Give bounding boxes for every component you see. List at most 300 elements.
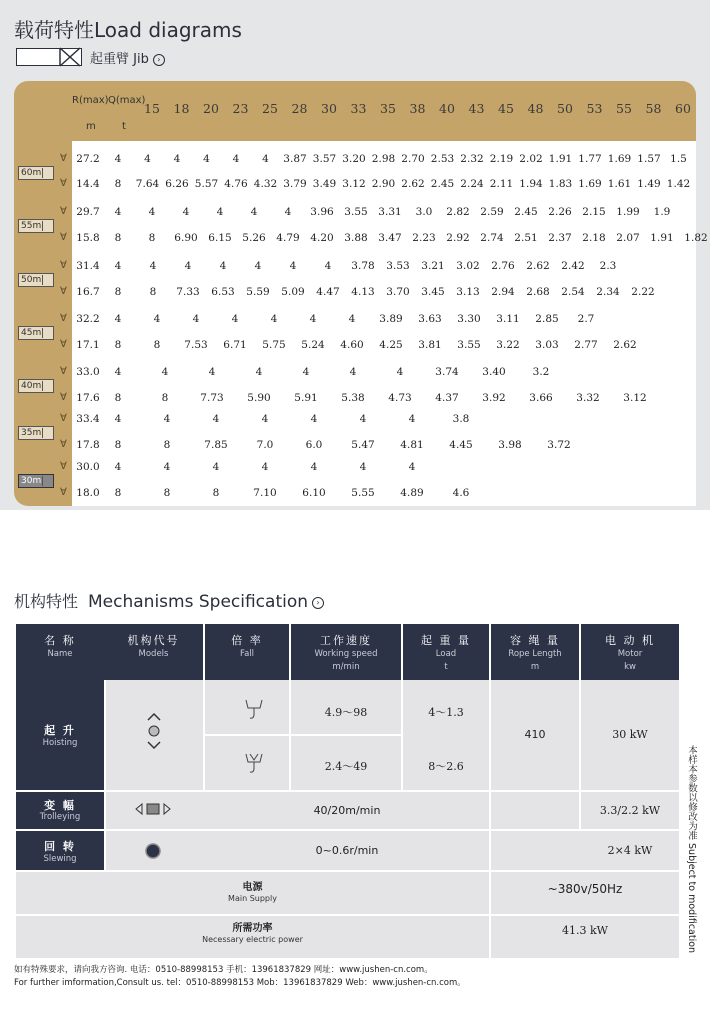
load-cell: 1.57 (637, 153, 661, 165)
load-cell: 3.30 (457, 313, 481, 325)
column-header: 28 (291, 101, 308, 116)
load-cell: 3.70 (386, 286, 410, 298)
supply-label: 电源 (242, 882, 263, 893)
load-cell: 2.51 (514, 232, 538, 244)
column-header: 23 (232, 101, 249, 116)
jib-length-tag: 40m (18, 379, 54, 393)
column-header: 55 (616, 101, 632, 116)
load-cell: 3.72 (547, 439, 571, 451)
load-cell: 4 (184, 260, 192, 272)
load-cell: 3.45 (421, 286, 445, 298)
load-cell: 4.37 (435, 392, 459, 404)
load-cell: 4 (250, 206, 258, 218)
load-cell: 2.62 (401, 178, 425, 190)
load-cell: 4.79 (276, 232, 300, 244)
rmax-label: R(max) (72, 95, 109, 106)
load-cell: 1.61 (607, 178, 632, 190)
load-cell: 1.91 (650, 232, 674, 244)
load-cell: 3.2 (532, 366, 550, 378)
load-cell: 6.26 (165, 178, 189, 190)
load-cell: 3.0 (415, 206, 433, 218)
hoist-load-2: 8～2.6 (428, 760, 464, 773)
slewing-label: 回 转 (44, 840, 76, 853)
unit-t: t (122, 121, 126, 132)
load-cell: 4 (261, 413, 269, 425)
load-cell: 4 (153, 313, 161, 325)
load-cell: 6.15 (208, 232, 232, 244)
trolleying-label: 变 幅 (44, 799, 76, 812)
load-cell: 3.98 (498, 439, 522, 451)
slewing-speed: 0~0.6r/min (315, 844, 379, 857)
arrow-circle-icon: › (153, 54, 165, 66)
load-cell: 4 (148, 206, 156, 218)
load-cell: 4 (114, 206, 122, 218)
mechanism-table (16, 624, 679, 958)
page-title: 载荷特性Load diagrams (14, 18, 242, 42)
load-cell: 2.34 (596, 286, 620, 298)
load-cell: 4 (396, 366, 404, 378)
load-cell: 3.20 (342, 153, 366, 165)
load-cell: 4.60 (340, 339, 364, 351)
load-cell: 4.20 (310, 232, 334, 244)
column-header: 53 (586, 101, 603, 116)
load-cell: 4 (324, 260, 332, 272)
load-cell: 2.07 (616, 232, 640, 244)
load-cell: 4 (232, 153, 240, 165)
load-cell: 8 (114, 392, 122, 404)
load-cell: 2.92 (446, 232, 470, 244)
load-cell: 4.32 (253, 178, 278, 190)
jib-length-tag: 60m (18, 166, 54, 180)
jib-label: 起重臂 Jib › (90, 48, 165, 67)
load-cell: 8 (163, 487, 171, 499)
trolley-motor: 3.3/2.2 kW (599, 804, 661, 817)
load-cell: 1.82 (684, 232, 708, 244)
load-cell: 4.25 (379, 339, 403, 351)
load-cell: 4 (163, 413, 171, 425)
load-cell: 3.21 (421, 260, 445, 272)
load-cell: 4 (359, 461, 367, 473)
load-cell: 2.68 (526, 286, 550, 298)
load-cell: 5.90 (247, 392, 271, 404)
hoist-speed-2: 2.4～49 (324, 760, 368, 773)
load-cell: 2.90 (371, 178, 396, 190)
load-cell: 5.09 (281, 286, 305, 298)
qmax-label: Q(max) (108, 95, 146, 106)
load-cell: 3.92 (482, 392, 506, 404)
hook-icon: ∀ (60, 260, 67, 271)
hoist-speed-1: 4.9～98 (324, 706, 368, 719)
load-cell: 4 (161, 366, 169, 378)
load-cell: 4 (182, 206, 190, 218)
load-cell: 3.89 (379, 313, 403, 325)
load-cell: 2.15 (582, 206, 606, 218)
mech-header: 工作速度 (320, 634, 372, 647)
load-cell: 4 (284, 206, 292, 218)
load-cell: 8 (114, 232, 122, 244)
side-note: 本样本参数以修改为准 Subject to modification (686, 745, 697, 954)
qmax-cell: 15.8 (76, 232, 100, 244)
load-cell: 2.23 (412, 232, 436, 244)
load-cell: 6.90 (174, 232, 198, 244)
load-cell: 3.87 (283, 153, 307, 165)
load-cell: 4.13 (351, 286, 375, 298)
load-cell: 3.32 (576, 392, 600, 404)
load-cell: 4 (309, 313, 317, 325)
load-cell: 1.91 (548, 153, 573, 165)
load-cell: 5.47 (351, 439, 375, 451)
column-header: 33 (350, 101, 367, 116)
hoist-load-1: 4～1.3 (428, 706, 464, 719)
load-cell: 3.81 (418, 339, 442, 351)
load-cell: 3.57 (312, 153, 337, 165)
load-cell: 3.31 (378, 206, 402, 218)
load-cell: 1.99 (616, 206, 640, 218)
hoist-motor: 30 kW (612, 728, 648, 741)
column-header: 48 (527, 101, 544, 116)
rope-length: 410 (524, 728, 546, 741)
hook-icon: ∀ (60, 366, 67, 377)
column-header: 45 (498, 101, 514, 116)
hoisting-en: Hoisting (42, 738, 78, 748)
slewing-icon (144, 842, 162, 864)
load-cell: 2.94 (491, 286, 515, 298)
load-cell: 7.85 (204, 439, 228, 451)
load-cell: 5.75 (262, 339, 286, 351)
load-cell: 4 (231, 313, 239, 325)
mech-header-unit: kw (624, 662, 636, 672)
rmax-cell: 30.0 (76, 461, 100, 473)
mech-header-unit: t (444, 662, 448, 672)
load-cell: 3.12 (623, 392, 647, 404)
load-cell: 2.54 (561, 286, 585, 298)
load-cell: 5.24 (301, 339, 325, 351)
load-cell: 2.02 (519, 153, 543, 165)
load-cell: 3.03 (535, 339, 559, 351)
hook-icon: ∀ (60, 232, 67, 243)
qmax-cell: 14.4 (76, 178, 100, 190)
load-cell: 4 (114, 260, 122, 272)
load-cell: 4 (219, 260, 227, 272)
trolley-icon (134, 801, 172, 820)
qmax-cell: 17.6 (76, 392, 100, 404)
jib-length-tag: 45m (18, 326, 54, 340)
load-cell: 5.26 (242, 232, 266, 244)
mech-header-en: Working speed (314, 649, 378, 659)
load-cell: 2.32 (460, 153, 484, 165)
trolleying-en: Trolleying (39, 812, 81, 822)
mech-header: 容 绳 量 (510, 634, 560, 647)
column-header: 35 (380, 101, 396, 116)
jib-length-tag: 50m (18, 273, 54, 287)
load-cell: 4.89 (400, 487, 424, 499)
load-cell: 4 (348, 313, 356, 325)
load-cell: 4.45 (449, 439, 473, 451)
load-cell: 4 (261, 461, 269, 473)
load-cell: 3.22 (496, 339, 520, 351)
load-cell: 8 (114, 439, 122, 451)
load-cell: 4 (114, 461, 122, 473)
column-header: 58 (645, 101, 662, 116)
rmax-cell: 33.0 (76, 366, 100, 378)
load-cell: 4 (212, 461, 220, 473)
supply-value: ~380v/50Hz (547, 882, 623, 896)
load-cell: 8 (161, 392, 169, 404)
mech-header-en: Name (47, 649, 73, 659)
column-header: 30 (321, 101, 337, 116)
load-cell: 3.49 (312, 178, 337, 190)
load-cell: 2.37 (548, 232, 572, 244)
load-cell: 2.19 (489, 153, 514, 165)
mech-header: 起 重 量 (421, 634, 471, 647)
hoisting-label: 起 升 (44, 724, 76, 737)
load-cell: 4 (114, 366, 122, 378)
load-cell: 5.91 (294, 392, 318, 404)
load-cell: 4.47 (316, 286, 340, 298)
supply-en: Main Supply (228, 894, 277, 903)
column-header: 18 (173, 101, 190, 116)
column-header: 25 (262, 101, 278, 116)
load-cell: 4 (144, 153, 151, 165)
load-cell: 3.13 (456, 286, 480, 298)
load-cell: 3.12 (342, 178, 366, 190)
jib-length-tag: 35m (18, 426, 54, 440)
load-cell: 3.88 (344, 232, 368, 244)
load-cell: 5.38 (341, 392, 365, 404)
load-cell: 3.40 (482, 366, 506, 378)
load-cell: 3.53 (386, 260, 410, 272)
load-cell: 3.55 (344, 206, 368, 218)
column-header: 60 (675, 101, 691, 116)
load-cell: 2.62 (613, 339, 637, 351)
load-cell: 6.53 (211, 286, 235, 298)
mech-header-en: Load (435, 649, 457, 659)
footer-zh: 如有特殊要求，请向我方咨询. 电话：0510-88998153 手机：13961837829 网址：www.jushen-cn.com。 (14, 965, 433, 975)
qmax-cell: 17.8 (76, 439, 100, 451)
qmax-cell: 18.0 (76, 487, 100, 499)
power-label: 所需功率 (232, 923, 273, 934)
load-cell: 8 (114, 286, 122, 298)
rmax-cell: 33.4 (76, 413, 100, 425)
load-cell: 8 (153, 339, 161, 351)
load-cell: 2.76 (491, 260, 515, 272)
load-cell: 4 (163, 461, 171, 473)
mech-header-en: Models (138, 649, 169, 659)
hoist-arrows-icon (146, 712, 162, 754)
mech-header-en: Motor (617, 649, 643, 659)
load-cell: 8 (114, 487, 122, 499)
load-cell: 2.70 (401, 153, 425, 165)
hook-icon: ∀ (60, 461, 67, 472)
load-cell: 4 (349, 366, 357, 378)
load-cell: 2.53 (430, 153, 455, 165)
load-cell: 3.47 (378, 232, 402, 244)
load-cell: 2.11 (489, 178, 514, 190)
load-cell: 4 (359, 413, 367, 425)
load-cell: 2.77 (574, 339, 598, 351)
load-cell: 3.66 (529, 392, 553, 404)
power-value: 41.3 kW (562, 924, 608, 937)
rmax-cell: 27.2 (76, 153, 100, 165)
load-cell: 8 (212, 487, 220, 499)
load-cell: 2.59 (480, 206, 504, 218)
load-cell: 3.63 (418, 313, 442, 325)
load-cell: 2.98 (371, 153, 396, 165)
mech-header: 电 动 机 (605, 634, 655, 647)
load-cell: 1.77 (578, 153, 602, 165)
hook-icon: ∀ (60, 153, 67, 164)
load-cell: 2.7 (577, 313, 595, 325)
load-cell: 5.55 (351, 487, 375, 499)
load-cell: 4 (255, 366, 263, 378)
mech-header-unit: m (530, 662, 540, 672)
load-cell: 4.81 (400, 439, 424, 451)
jib-icon (16, 48, 82, 66)
load-cell: 4.6 (452, 487, 470, 499)
mech-header-en: Rope Length (508, 649, 562, 659)
load-cell: 1.49 (637, 178, 661, 190)
load-cell: 4 (114, 313, 122, 325)
load-cell: 3.74 (435, 366, 459, 378)
load-cell: 4.76 (224, 178, 248, 190)
load-cell: 3.55 (457, 339, 481, 351)
load-cell: 5.57 (194, 178, 219, 190)
load-cell: 6.10 (302, 487, 326, 499)
load-cell: 1.69 (578, 178, 602, 190)
load-cell: 4 (262, 153, 269, 165)
load-cell: 1.83 (548, 178, 573, 190)
load-cell: 2.85 (535, 313, 559, 325)
hook-icon: ∀ (60, 439, 67, 450)
load-cell: 7.53 (184, 339, 208, 351)
load-cell: 4 (203, 153, 210, 165)
hook-icon: ∀ (60, 339, 67, 350)
mech-header: 机构代号 (127, 634, 180, 647)
column-header: 40 (439, 101, 455, 116)
load-cell: 4 (270, 313, 278, 325)
load-cell: 2.18 (582, 232, 606, 244)
qmax-cell: 17.1 (76, 339, 100, 351)
load-cell: 4 (208, 366, 216, 378)
load-cell: 4 (114, 413, 122, 425)
load-cell: 8 (149, 286, 157, 298)
load-cell: 8 (163, 439, 171, 451)
load-cell: 1.42 (666, 178, 691, 190)
load-cell: 4.73 (388, 392, 412, 404)
load-cell: 5.59 (246, 286, 270, 298)
load-cell: 4 (192, 313, 200, 325)
load-cell: 7.64 (135, 178, 160, 190)
rmax-cell: 29.7 (76, 206, 100, 218)
slewing-motor: 2×4 kW (607, 844, 653, 857)
jib-length-tag: 30m (18, 474, 54, 488)
load-cell: 8 (114, 339, 122, 351)
mech-header: 名 称 (44, 634, 76, 647)
load-cell: 4 (302, 366, 310, 378)
column-header: 38 (409, 101, 426, 116)
load-cell: 1.69 (607, 153, 632, 165)
load-cell: 4 (173, 153, 181, 165)
column-header: 50 (557, 101, 573, 116)
load-cell: 2.26 (548, 206, 572, 218)
load-cell: 2.45 (430, 178, 455, 190)
column-header: 15 (144, 101, 160, 116)
rmax-cell: 32.2 (76, 313, 100, 325)
load-cell: 7.0 (256, 439, 274, 451)
load-cell: 4 (149, 260, 157, 272)
load-cell: 7.33 (176, 286, 200, 298)
load-cell: 4 (216, 206, 224, 218)
load-cell: 4 (408, 461, 416, 473)
rmax-cell: 31.4 (76, 260, 100, 272)
hook-single-icon (244, 698, 264, 726)
mech-header-unit: m/min (332, 662, 360, 672)
load-cell: 4 (212, 413, 220, 425)
arrow-circle-icon: › (312, 597, 324, 609)
load-cell: 3.8 (452, 413, 470, 425)
power-en: Necessary electric power (202, 935, 303, 944)
load-cell: 3.02 (456, 260, 480, 272)
load-table (14, 81, 708, 506)
load-cell: 4 (408, 413, 416, 425)
load-cell: 2.82 (446, 206, 470, 218)
load-cell: 1.5 (670, 153, 687, 165)
load-cell: 4 (310, 461, 318, 473)
column-header: 20 (203, 101, 219, 116)
load-cell: 4 (114, 153, 122, 165)
slewing-en: Slewing (43, 854, 77, 864)
load-cell: 3.79 (283, 178, 307, 190)
load-cell: 2.3 (599, 260, 617, 272)
hook-icon: ∀ (60, 178, 67, 189)
mech-title: 机构特性 Mechanisms Specification › (14, 589, 324, 612)
load-cell: 2.42 (561, 260, 585, 272)
load-cell: 4 (254, 260, 262, 272)
load-cell: 3.96 (310, 206, 334, 218)
unit-m: m (86, 121, 96, 132)
load-cell: 6.71 (223, 339, 247, 351)
load-cell: 2.22 (631, 286, 655, 298)
mech-header: 倍 率 (231, 634, 263, 647)
hook-icon: ∀ (60, 392, 67, 403)
load-cell: 7.10 (253, 487, 277, 499)
load-cell: 3.78 (351, 260, 375, 272)
load-cell: 8 (114, 178, 122, 190)
jib-length-tag: 55m (18, 219, 54, 233)
hook-icon: ∀ (60, 313, 67, 324)
qmax-cell: 16.7 (76, 286, 100, 298)
hook-double-icon (244, 752, 264, 780)
load-cell: 1.94 (519, 178, 543, 190)
load-cell: 6.0 (305, 439, 323, 451)
load-cell: 1.9 (653, 206, 671, 218)
hook-icon: ∀ (60, 286, 67, 297)
load-cell: 2.62 (526, 260, 550, 272)
mech-header-en: Fall (239, 649, 255, 659)
load-cell: 4 (310, 413, 318, 425)
load-cell: 4 (289, 260, 297, 272)
load-cell: 2.74 (480, 232, 504, 244)
trolley-speed: 40/20m/min (313, 804, 381, 817)
load-cell: 2.45 (514, 206, 538, 218)
column-header: 43 (468, 101, 485, 116)
load-cell: 8 (148, 232, 156, 244)
hook-icon: ∀ (60, 413, 67, 424)
load-cell: 3.11 (496, 313, 520, 325)
footer-en: For further imformation,Consult us. tel：0510-88998153 Mob：13961837829 Web：www.jushen-cn.com。 (14, 978, 466, 988)
hook-icon: ∀ (60, 487, 67, 498)
load-cell: 7.73 (200, 392, 224, 404)
